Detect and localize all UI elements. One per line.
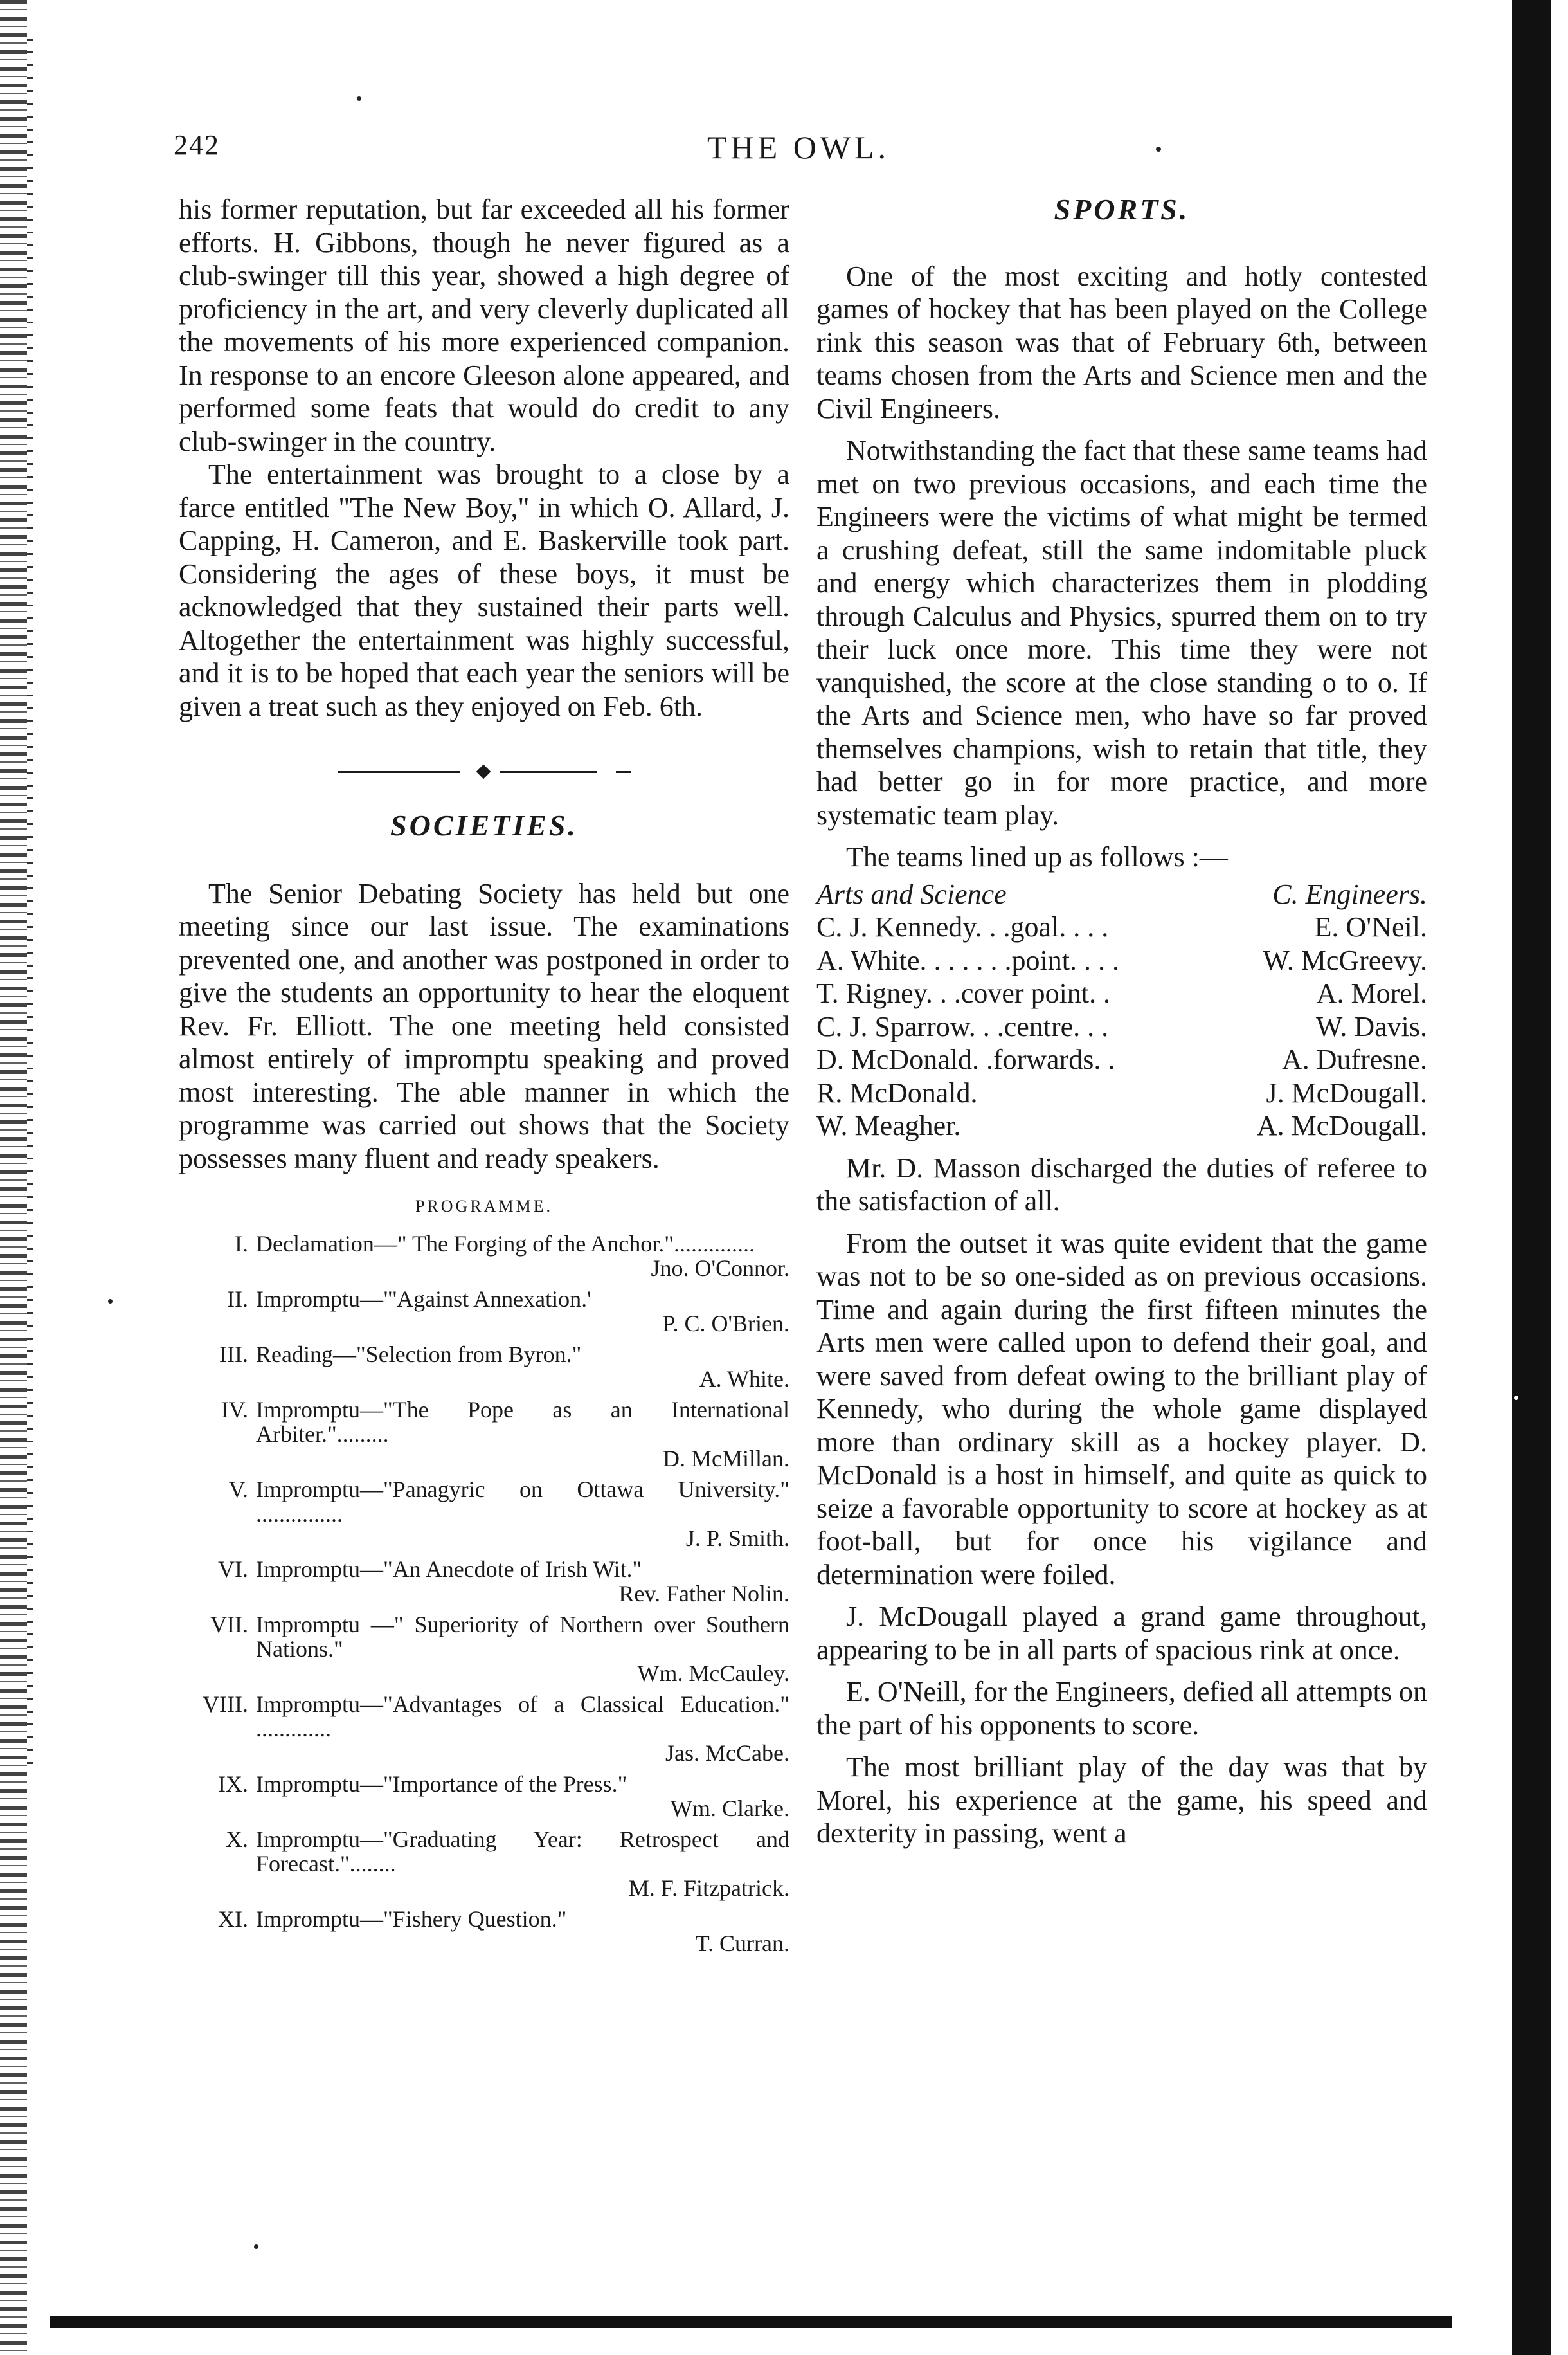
page-header	[174, 129, 1434, 174]
lineup-row: W. Meagher. A. McDougall.	[816, 1110, 1427, 1141]
scan-speck	[1514, 1396, 1518, 1400]
lineup-row: D. McDonald. .forwards. . A. Dufresne.	[816, 1044, 1427, 1075]
left-paragraph: The entertainment was brought to a close by a farce entitled "The New Boy," in which O. Allard, J. Capping, H. Cameron, and E. Baskerville took part. Considering the ages of these boys, it must be acknowledged that they sustained their parts well. Altogether the entertainment was highly successful, and it is to be hoped that each year the seniors will be given a treat such as they enjoyed on Feb. 6th.	[179, 459, 789, 722]
lineup-row: C. J. Kennedy. . .goal. . . . E. O'Neil.	[816, 911, 1427, 943]
programme-item: VII. Impromptu —" Superiority of Northern over Southern Nations." Wm. McCauley.	[210, 1612, 789, 1686]
lineup-row: T. Rigney. . .cover point. . A. Morel.	[816, 977, 1427, 1009]
scan-speck	[357, 96, 361, 101]
lineup-header: Arts and Science C. Engineers.	[816, 878, 1427, 910]
team-lineup	[816, 878, 1427, 1143]
programme-item: IV. Impromptu—"The Pope as an International Arbiter."......... D. McMillan.	[221, 1397, 789, 1471]
programme-item: I. Declamation—" The Forging of the Anchor.".............. Jno. O'Connor.	[235, 1231, 789, 1281]
header-dot	[1156, 147, 1161, 152]
lineup-row: R. McDonald. J. McDougall.	[816, 1077, 1427, 1109]
right-paragraph: Mr. D. Masson discharged the duties of referee to the satisfaction of all.	[816, 1152, 1427, 1217]
scan-binding-marks	[27, 39, 33, 1775]
lineup-row: A. White. . . . . . .point. . . . W. McGreevy.	[816, 944, 1427, 976]
programme-item: IX. Impromptu—"Importance of the Press." Wm. Clarke.	[218, 1771, 789, 1821]
right-paragraph: E. O'Neill, for the Engineers, defied all attempts on the part of his opponents to score.	[816, 1676, 1427, 1741]
running-title: THE OWL.	[707, 129, 890, 165]
left-paragraph: his former reputation, but far exceeded all his former efforts. H. Gibbons, though he never figured as a club-swinger till this year, showed a high degree of proficiency in the art, and very cleverly duplicated all the movements of his more experienced companion. In response to an encore Gleeson alone appeared, and performed some feats that would do credit to any club-swinger in the country.	[179, 194, 789, 457]
programme-item: VIII. Impromptu—"Advantages of a Classical Education." ............. Jas. McCabe.	[203, 1691, 789, 1766]
societies-paragraph: The Senior Debating Society has held but one meeting since our last issue. The examinations prevented one, and another was postponed in order to give the students an opportunity to hear the eloquent Rev. Fr. Elliott. The one meeting held consisted almost entirely of impromptu speaking and proved most interesting. The able manner in which the programme was carried out shows that the Society possesses many fluent and ready speakers.	[179, 877, 789, 1174]
programme-item: II. Impromptu—"'Against Annexation.' P. C. O'Brien.	[227, 1286, 789, 1336]
sports-heading: SPORTS.	[1054, 193, 1190, 226]
programme-item: XI. Impromptu—"Fishery Question." T. Curran.	[218, 1906, 789, 1956]
left-column	[179, 193, 789, 1962]
programme-list	[179, 1194, 789, 1956]
section-divider	[179, 759, 789, 785]
right-paragraph: From the outset it was quite evident that the game was not to be so one-sided as on previous occasions. Time and again during the first fifteen minutes the Arts men were called upon to defend their goal, and were saved from defeat owing to the brilliant play of Kennedy, who during the whole game displayed more than ordinary skill as a hockey player. D. McDonald is a host in himself, and quite as quick to seize a favorable opportunity to score at hockey as at foot-ball, but for once his vigilance and determination were foiled.	[816, 1227, 1427, 1590]
societies-heading: SOCIETIES.	[390, 809, 578, 842]
programme-item: III. Reading—"Selection from Byron." A. White.	[219, 1341, 789, 1392]
programme-heading: PROGRAMME.	[415, 1197, 554, 1215]
right-paragraph: Notwithstanding the fact that these same teams had met on two previous occasions, and each time the Engineers were the victims of what might be termed a crushing defeat, still the same indomitable pluck and energy which characterizes them in plodding through Calculus and Physics, spurred them on to try their luck once more. This time they were not vanquished, the score at the close standing o to o. If the Arts and Science men, who have so far proved themselves champions, wish to retain that title, they had better go in for more practice, and more systematic team play.	[816, 435, 1427, 831]
scan-speck	[108, 1299, 113, 1304]
programme-item: VI. Impromptu—"An Anecdote of Irish Wit." Rev. Father Nolin.	[218, 1556, 789, 1606]
right-paragraph: The teams lined up as follows :—	[846, 841, 1228, 873]
right-paragraph: J. McDougall played a grand game throughout, appearing to be in all parts of spacious rink at once.	[816, 1601, 1427, 1666]
scan-bottom-bar	[50, 2316, 1452, 2328]
programme-item: X. Impromptu—"Graduating Year: Retrospect and Forecast."........ M. F. Fitzpatrick.	[226, 1826, 789, 1901]
scan-speck	[254, 2244, 258, 2249]
right-paragraph: One of the most exciting and hotly contested games of hockey that has been played on the College rink this season was that of February 6th, between teams chosen from the Arts and Science men and the Civil Engineers.	[816, 260, 1427, 424]
programme-item: V. Impromptu—"Panagyric on Ottawa University." ............... J. P. Smith.	[228, 1477, 789, 1551]
right-column	[816, 193, 1427, 1850]
scan-binding-edge	[0, 0, 27, 2355]
lineup-row: C. J. Sparrow. . .centre. . . W. Davis.	[816, 1010, 1427, 1042]
page-number: 242	[174, 129, 220, 161]
right-paragraph: The most brilliant play of the day was that by Morel, his experience at the game, his speed and dexterity in passing, went a	[816, 1751, 1427, 1849]
scan-edge-bar	[1512, 0, 1551, 2355]
